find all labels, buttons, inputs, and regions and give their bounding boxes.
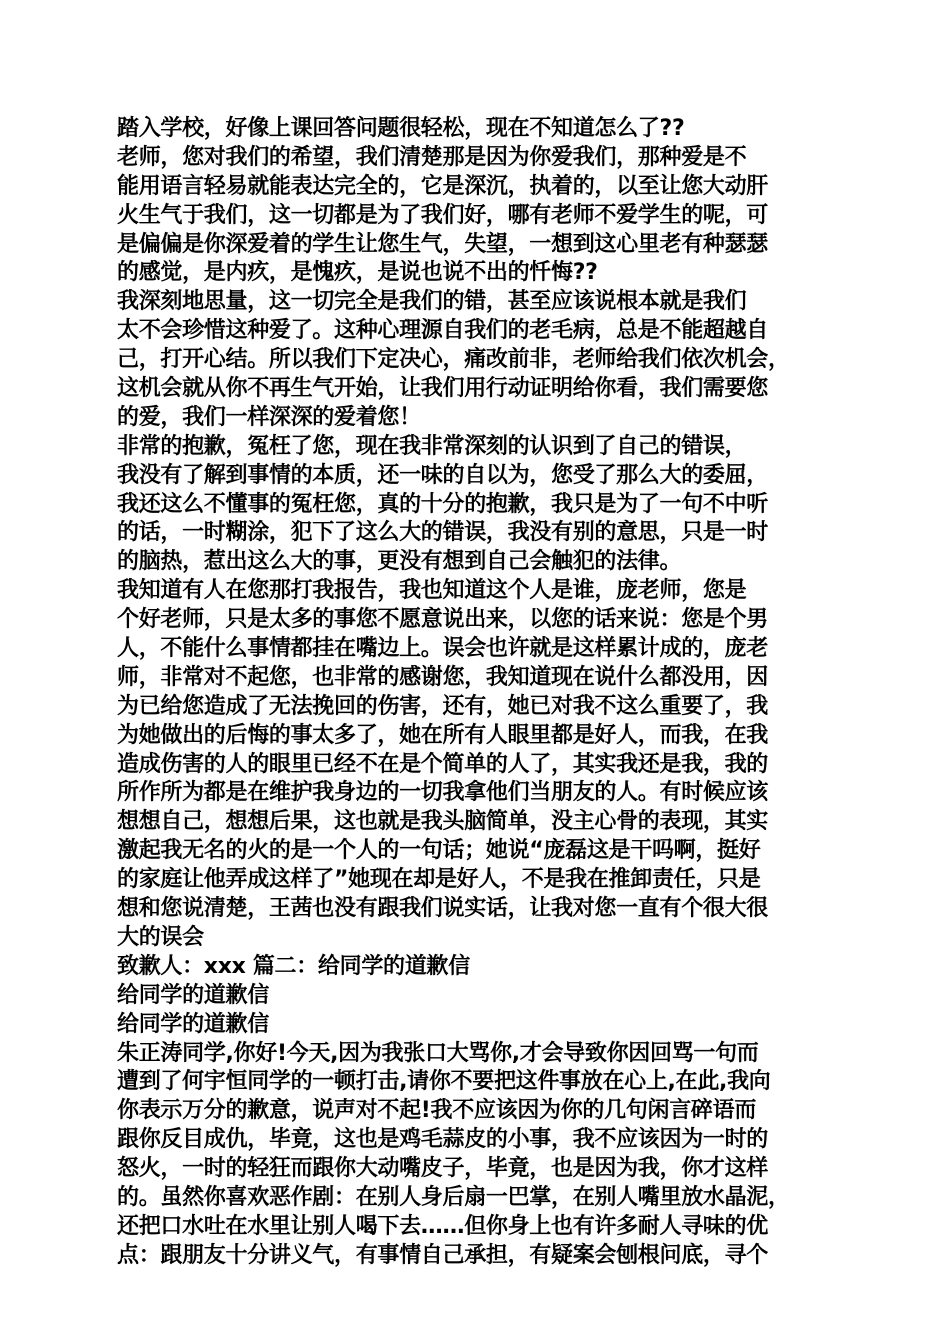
- text-line: 遭到了何宇恒同学的一顿打击,请你不要把这件事放在心上,在此,我向: [117, 1069, 771, 1095]
- text-line: 踏入学校，好像上课回答问题很轻松，现在不知道怎么了??: [117, 116, 685, 141]
- text-line: 火生气于我们，这一切都是为了我们好，哪有老师不爱学生的呢，可: [117, 202, 769, 228]
- text-line: 的爱，我们一样深深的爱着您！: [117, 404, 421, 430]
- text-line: 太不会珍惜这种爱了。这种心理源自我们的老毛病，总是不能超越自: [117, 318, 769, 344]
- text-line: 人，不能什么事情都挂在嘴边上。误会也许就是这样累计成的，庞老: [117, 636, 769, 662]
- text-line: 非常的抱歉，冤枉了您，现在我非常深刻的认识到了自己的错误，: [117, 433, 747, 459]
- text-line: 给同学的道歉信: [117, 982, 269, 1008]
- text-line: 的话，一时糊涂，犯下了这么大的错误，我没有别的意思，只是一时: [117, 520, 769, 546]
- text-line: 造成伤害的人的眼里已经不在是个简单的人了，其实我还是我，我的: [117, 751, 769, 777]
- document-body: [117, 115, 845, 1271]
- text-line: 的感觉，是内疚，是愧疚，是说也说不出的忏悔??: [117, 260, 598, 286]
- text-line: 跟你反目成仇，毕竟，这也是鸡毛蒜皮的小事，我不应该因为一时的: [117, 1127, 769, 1153]
- text-line: 老师，您对我们的希望，我们清楚那是因为你爱我们，那种爱是不: [117, 144, 747, 170]
- text-line: 还把口水吐在水里让别人喝下去……但你身上也有许多耐人寻味的优: [117, 1213, 769, 1239]
- text-line: 激起我无名的火的是一个人的一句话；她说“庞磊这是干吗啊，挺好: [117, 838, 761, 864]
- text-line: 朱正涛同学,你好!今天,因为我张口大骂你,才会导致你因回骂一句而: [117, 1040, 759, 1066]
- text-line: 己，打开心结。所以我们下定决心，痛改前非，老师给我们依次机会，: [117, 347, 790, 373]
- text-line: 大的误会: [117, 924, 204, 950]
- text-line: 给同学的道歉信: [117, 1011, 269, 1037]
- text-line: 能用语言轻易就能表达完全的，它是深沉，执着的，以至让您大动肝: [117, 173, 769, 199]
- text-line: 的脑热，惹出这么大的事，更没有想到自己会触犯的法律。: [117, 549, 682, 575]
- text-line: 我没有了解到事情的本质，还一味的自以为，您受了那么大的委屈，: [117, 462, 769, 488]
- text-line: 的家庭让他弄成这样了”她现在却是好人，不是我在推卸责任，只是: [117, 867, 761, 893]
- text-line: 为她做出的后悔的事太多了，她在所有人眼里都是好人，而我，在我: [117, 722, 769, 748]
- text-line: 想想自己，想想后果，这也就是我头脑简单，没主心骨的表现，其实: [117, 809, 769, 835]
- text-line: 是偏偏是你深爱着的学生让您生气，失望，一想到这心里老有种瑟瑟: [117, 231, 769, 257]
- text-line: 为已给您造成了无法挽回的伤害，还有，她已对我不这么重要了，我: [117, 693, 769, 719]
- text-line: 想和您说清楚，王茜也没有跟我们说实话，让我对您一直有个很大很: [117, 896, 769, 922]
- text-line: 怒火，一时的轻狂而跟你大动嘴皮子，毕竟，也是因为我，你才这样: [117, 1156, 769, 1182]
- text-line: 致歉人：xxx 篇二：给同学的道歉信: [117, 953, 470, 979]
- text-line: 你表示万分的歉意，说声对不起!我不应该因为你的几句闲言碎语而: [117, 1098, 757, 1124]
- text-line: 所作所为都是在维护我身边的一切我拿他们当朋友的人。有时候应该: [117, 780, 769, 806]
- text-line: 我知道有人在您那打我报告，我也知道这个人是谁，庞老师，您是: [117, 578, 747, 604]
- text-line: 点：跟朋友十分讲义气，有事情自己承担，有疑案会刨根问底，寻个: [117, 1242, 769, 1268]
- text-line: 这机会就从你不再生气开始，让我们用行动证明给你看，我们需要您: [117, 376, 769, 402]
- text-line: 的。虽然你喜欢恶作剧：在别人身后扇一巴掌，在别人嘴里放水晶泥，: [117, 1184, 790, 1210]
- text-line: 我还这么不懂事的冤枉您，真的十分的抱歉，我只是为了一句不中听: [117, 491, 769, 517]
- text-line: 我深刻地思量，这一切完全是我们的错，甚至应该说根本就是我们: [117, 289, 747, 315]
- text-line: 师，非常对不起您，也非常的感谢您，我知道现在说什么都没用，因: [117, 664, 769, 690]
- text-line: 个好老师，只是太多的事您不愿意说出来，以您的话来说：您是个男: [117, 607, 769, 633]
